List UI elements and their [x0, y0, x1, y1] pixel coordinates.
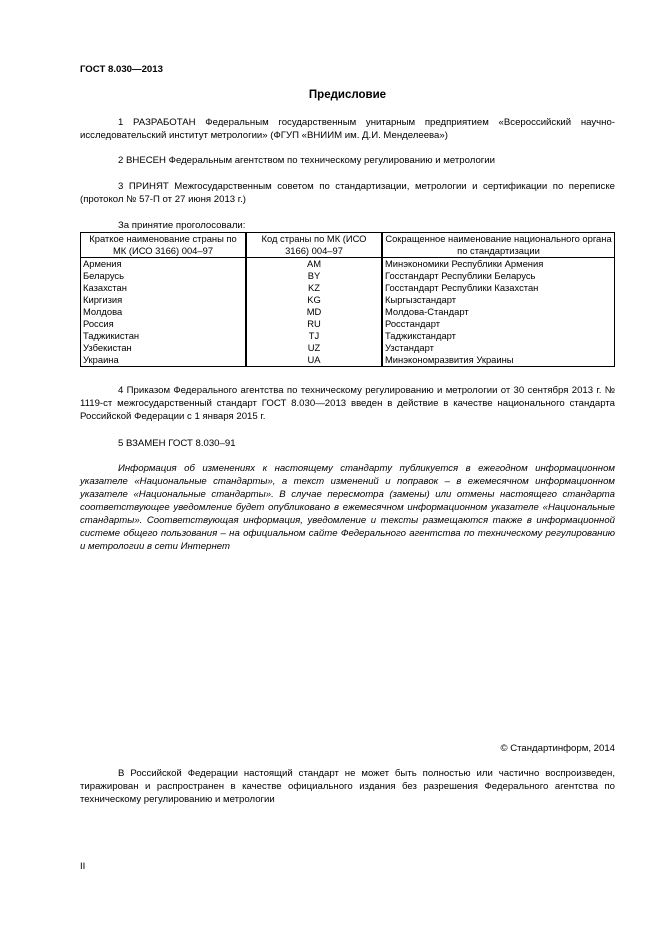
- column-header-code: Код страны по МК (ИСО 3166) 004–97: [246, 233, 382, 258]
- table-row: [81, 306, 615, 318]
- table-row: [81, 354, 615, 367]
- body-cell: Госстандарт Республики Казахстан: [382, 282, 615, 294]
- country-cell: Молдова: [81, 306, 247, 318]
- paragraph-replaces: 5 ВЗАМЕН ГОСТ 8.030–91: [118, 438, 236, 449]
- body-cell: Госстандарт Республики Беларусь: [382, 270, 615, 282]
- paragraph-adopted: 3 ПРИНЯТ Межгосударственным советом по стандартизации, метрологии и сертификации по переписке (протокол № 57-П от 27 июня 2013 г.): [80, 181, 615, 205]
- code-cell: MD: [246, 306, 382, 318]
- body-cell: Таджикстандарт: [382, 330, 615, 342]
- document-header: ГОСТ 8.030—2013: [80, 64, 163, 75]
- table-row: [81, 330, 615, 342]
- code-cell: UZ: [246, 342, 382, 354]
- table-row: [81, 258, 615, 271]
- code-cell: UA: [246, 354, 382, 367]
- column-header-body: Сокращенное наименование национального органа по стандартизации: [382, 233, 615, 258]
- country-cell: Россия: [81, 318, 247, 330]
- copyright: © Стандартинформ, 2014: [500, 743, 615, 754]
- paragraph-developed: 1 РАЗРАБОТАН Федеральным государственным унитарным предприятием «Всероссийский научно-исследовательский институт метрологии» (ФГУП «ВНИИМ им. Д.И. Менделеева»): [80, 117, 615, 141]
- code-cell: RU: [246, 318, 382, 330]
- table-row: [81, 282, 615, 294]
- country-cell: Узбекистан: [81, 342, 247, 354]
- page-number: II: [80, 861, 86, 872]
- body-cell: Узстандарт: [382, 342, 615, 354]
- table-row: [81, 318, 615, 330]
- body-cell: Минэкономики Республики Армения: [382, 258, 615, 271]
- body-cell: Кыргызстандарт: [382, 294, 615, 306]
- table-row: [81, 270, 615, 282]
- code-cell: KZ: [246, 282, 382, 294]
- paragraph-order: 4 Приказом Федерального агентства по техническому регулированию и метрологии от 30 сентября 2013 г. № 1119-ст межгосударственный стандарт ГОСТ 8.030—2013 введен в действие в качестве национального стандарта Российской Федерации с 1 января 2015 г.: [80, 385, 615, 422]
- code-cell: KG: [246, 294, 382, 306]
- country-cell: Киргизия: [81, 294, 247, 306]
- country-cell: Украина: [81, 354, 247, 367]
- table-row: [81, 342, 615, 354]
- table-row: [81, 294, 615, 306]
- country-cell: Армения: [81, 258, 247, 271]
- body-cell: Молдова-Стандарт: [382, 306, 615, 318]
- body-cell: Росстандарт: [382, 318, 615, 330]
- page-title: Предисловие: [308, 89, 387, 101]
- country-cell: Беларусь: [81, 270, 247, 282]
- column-header-country: Краткое наименование страны по МК (ИСО 3166) 004–97: [81, 233, 247, 258]
- body-cell: Минэкономразвития Украины: [382, 354, 615, 367]
- paragraph-info: Информация об изменениях к настоящему стандарту публикуется в ежегодном информационном указателе «Национальные стандарты», а текст изменений и поправок – в ежемесячном информационном указателе «Национальные стандарты». В случае пересмотра (замены) или отмены настоящего стандарта соответствующее уведомление будет опубликовано в ежемесячном информационном указателе «Национальные стандарты». Соответствующая информация, уведомление и тексты размещаются также в информационной системе общего пользования – на официальном сайте Федерального агентства по техническому регулированию и метрологии в сети Интернет: [80, 463, 615, 552]
- voting-table: [80, 232, 615, 367]
- code-cell: BY: [246, 270, 382, 282]
- code-cell: AM: [246, 258, 382, 271]
- table-caption: За принятие проголосовали:: [118, 220, 246, 231]
- paragraph-rights: В Российской Федерации настоящий стандарт не может быть полностью или частично воспроизведен, тиражирован и распространен в качестве официального издания без разрешения Федерального агентства по техническому регулированию и метрологии: [80, 768, 615, 805]
- code-cell: TJ: [246, 330, 382, 342]
- country-cell: Казахстан: [81, 282, 247, 294]
- country-cell: Таджикистан: [81, 330, 247, 342]
- paragraph-introduced: 2 ВНЕСЕН Федеральным агентством по техническому регулированию и метрологии: [118, 155, 496, 166]
